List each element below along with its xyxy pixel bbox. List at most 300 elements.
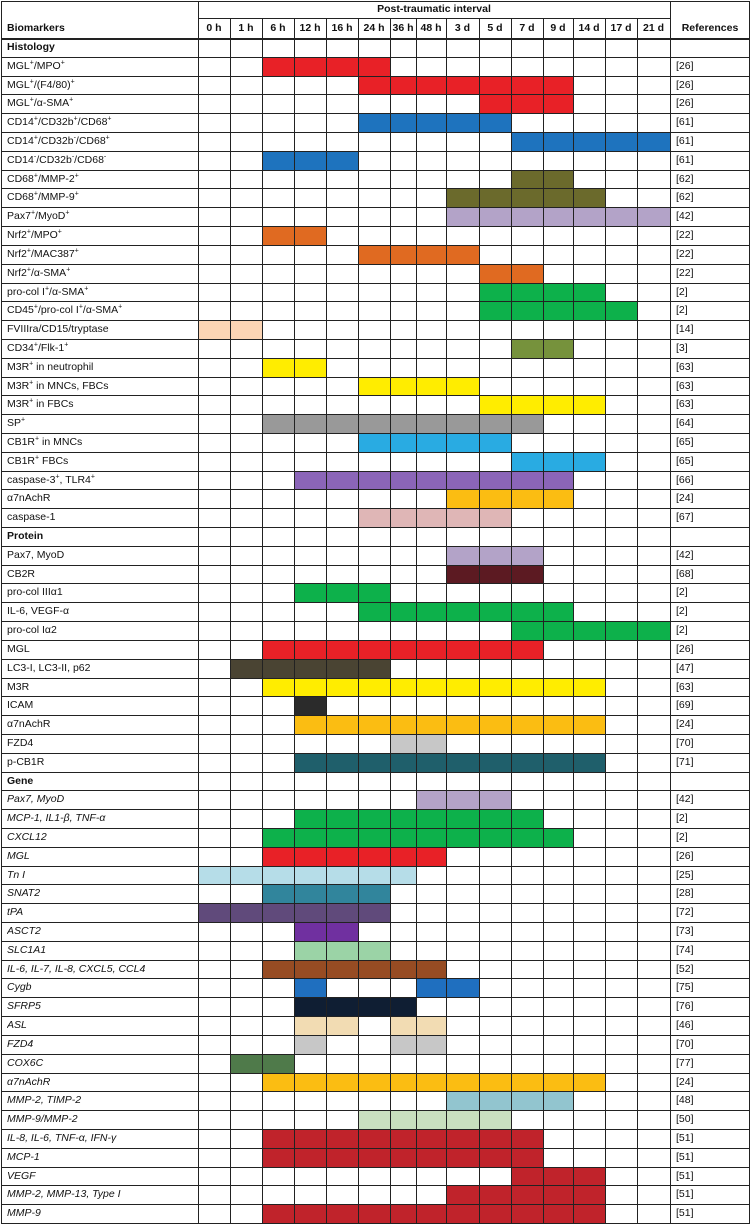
reference-citation: [61] [676, 153, 694, 166]
reference-citation: [26] [676, 78, 694, 91]
timeline-cell [198, 903, 230, 922]
timeline-cell [479, 1204, 511, 1223]
timeline-cell [390, 715, 416, 734]
timeline-cell [198, 320, 230, 339]
timeline-cell [511, 565, 543, 584]
timeline-cell [416, 377, 446, 396]
timeline-cell [390, 960, 416, 979]
biomarker-label: CXCL12 [7, 831, 47, 843]
timeline-cell [390, 847, 416, 866]
timeline-cell [262, 1073, 294, 1092]
biomarker-label: ICAM [7, 699, 34, 712]
time-column-divider [326, 18, 327, 1223]
section-title-protein: Protein [7, 530, 44, 543]
timeline-cell [573, 283, 605, 302]
timeline-cell [543, 207, 573, 226]
biomarker-label: α7nAchR [7, 718, 51, 731]
timeline-cell [543, 1185, 573, 1204]
time-point-header: 3 d [454, 22, 471, 34]
reference-citation: [2] [676, 586, 688, 599]
timeline-cell [479, 640, 511, 659]
section-title-histology: Histology [7, 41, 55, 53]
timeline-cell [479, 602, 511, 621]
timeline-cell [416, 1016, 446, 1035]
timeline-cell [446, 377, 479, 396]
reference-citation: [62] [676, 172, 694, 185]
timeline-cell [294, 1204, 326, 1223]
timeline-cell [416, 734, 446, 753]
timeline-cell [416, 809, 446, 828]
timeline-cell [416, 847, 446, 866]
biomarker-label: LC3-I, LC3-II, p62 [7, 661, 91, 674]
biomarker-label: COX6C [7, 1056, 44, 1069]
timeline-cell [326, 1148, 358, 1167]
timeline-cell [294, 884, 326, 903]
timeline-cell [390, 753, 416, 772]
timeline-cell [294, 583, 326, 602]
timeline-cell [294, 809, 326, 828]
reference-citation: [51] [676, 1131, 694, 1144]
biomarker-label: tPA [7, 906, 24, 919]
timeline-cell [262, 884, 294, 903]
timeline-cell [358, 377, 390, 396]
timeline-cell [479, 471, 511, 490]
timeline-cell [446, 1091, 479, 1110]
reference-citation: [42] [676, 793, 694, 806]
timeline-cell [573, 1185, 605, 1204]
timeline-cell [358, 433, 390, 452]
timeline-cell [358, 414, 390, 433]
time-column-divider [446, 18, 447, 1223]
reference-citation: [26] [676, 59, 694, 72]
timeline-cell [511, 1129, 543, 1148]
timeline-cell [416, 790, 446, 809]
biomarker-label: pro-col Iα2 [7, 624, 57, 637]
timeline-cell [326, 151, 358, 170]
biomarker-label: MGL+/MPO+ [7, 59, 65, 72]
table-top-border [1, 1, 750, 2]
timeline-cell [511, 1073, 543, 1092]
timeline-cell [511, 1204, 543, 1223]
timeline-cell [358, 678, 390, 697]
timeline-cell [326, 941, 358, 960]
timeline-cell [416, 978, 446, 997]
reference-citation: [51] [676, 1150, 694, 1163]
time-column-divider [637, 18, 638, 1223]
timeline-cell [446, 489, 479, 508]
time-column-divider [573, 18, 574, 1223]
timeline-cell [511, 395, 543, 414]
timeline-cell [358, 884, 390, 903]
biomarker-label: α7nAchR [7, 492, 51, 505]
biomarker-label: CD14-/CD32b-/CD68- [7, 153, 107, 166]
time-column-divider [294, 18, 295, 1223]
timeline-cell [294, 57, 326, 76]
timeline-cell [294, 1016, 326, 1035]
timeline-cell [446, 678, 479, 697]
biomarker-label: IL-6, VEGF-α [7, 605, 70, 618]
timeline-cell [358, 640, 390, 659]
timeline-cell [390, 113, 416, 132]
timeline-cell [511, 640, 543, 659]
biomarker-label: CD68+/MMP-9+ [7, 190, 79, 204]
timeline-cell [358, 866, 390, 885]
timeline-cell [390, 734, 416, 753]
timeline-cell [326, 809, 358, 828]
biomarker-label: MMP-9 [7, 1207, 41, 1220]
timeline-cell [326, 1016, 358, 1035]
timeline-cell [326, 922, 358, 941]
biomarker-label: pro-col IIIα1 [7, 586, 63, 599]
reference-citation: [63] [676, 680, 694, 693]
timeline-cell [230, 903, 262, 922]
timeline-cell [294, 414, 326, 433]
table-left-border [1, 1, 2, 1223]
timeline-cell [446, 471, 479, 490]
reference-citation: [66] [676, 473, 694, 486]
timeline-cell [605, 621, 637, 640]
reference-citation: [63] [676, 398, 694, 411]
biomarker-label: Tn I [7, 868, 26, 881]
timeline-cell [511, 339, 543, 358]
timeline-cell [479, 264, 511, 283]
timeline-cell [446, 640, 479, 659]
timeline-cell [543, 1204, 573, 1223]
biomarker-label: M3R+ in neutrophil [7, 360, 94, 373]
timeline-cell [262, 414, 294, 433]
biomarker-label: M3R+ in MNCs, FBCs [7, 379, 109, 392]
biomarker-column-border [198, 1, 199, 1223]
timeline-cell [416, 753, 446, 772]
time-column-divider [390, 18, 391, 1223]
reference-citation: [26] [676, 849, 694, 862]
biomarker-label: MMP-2, MMP-13, Type I [7, 1188, 121, 1201]
timeline-cell [511, 207, 543, 226]
reference-citation: [47] [676, 661, 694, 674]
timeline-cell [479, 508, 511, 527]
timeline-cell [543, 132, 573, 151]
reference-citation: [70] [676, 736, 694, 749]
timeline-cell [262, 960, 294, 979]
timeline-cell [416, 1148, 446, 1167]
timeline-cell [358, 715, 390, 734]
timeline-cell [326, 1073, 358, 1092]
timeline-cell [511, 1148, 543, 1167]
timeline-cell [479, 828, 511, 847]
timeline-cell [262, 358, 294, 377]
timeline-cell [446, 414, 479, 433]
timeline-cell [573, 621, 605, 640]
timeline-cell [326, 715, 358, 734]
timeline-cell [446, 809, 479, 828]
timeline-cell [358, 753, 390, 772]
time-point-header: 48 h [420, 22, 442, 34]
biomarker-label: Nrf2+/α-SMA+ [7, 266, 71, 279]
reference-citation: [22] [676, 229, 694, 242]
timeline-cell [262, 226, 294, 245]
timeline-cell [543, 828, 573, 847]
reference-citation: [64] [676, 417, 694, 430]
timeline-cell [511, 301, 543, 320]
biomarker-label: M3R+ in FBCs [7, 397, 74, 411]
time-point-header: 12 h [299, 22, 321, 34]
reference-citation: [50] [676, 1113, 694, 1126]
timeline-cell [326, 847, 358, 866]
timeline-cell [543, 621, 573, 640]
biomarker-label: SLC1A1 [7, 943, 47, 956]
time-column-divider [262, 18, 263, 1223]
timeline-cell [358, 903, 390, 922]
timeline-cell [294, 1129, 326, 1148]
timeline-cell [511, 132, 543, 151]
timeline-cell [511, 753, 543, 772]
time-point-header: 6 h [270, 22, 286, 34]
timeline-cell [390, 997, 416, 1016]
timeline-cell [230, 1054, 262, 1073]
timeline-cell [479, 546, 511, 565]
reference-citation: [73] [676, 925, 694, 938]
timeline-cell [358, 1129, 390, 1148]
timeline-cell [326, 678, 358, 697]
timeline-cell [543, 678, 573, 697]
timeline-cell [446, 602, 479, 621]
timeline-cell [230, 320, 262, 339]
timeline-cell [262, 1204, 294, 1223]
timeline-cell [605, 132, 637, 151]
timeline-cell [390, 809, 416, 828]
timeline-cell [294, 828, 326, 847]
timeline-cell [479, 113, 511, 132]
timeline-cell [446, 715, 479, 734]
time-point-header: 1 h [238, 22, 254, 34]
reference-citation: [2] [676, 285, 688, 298]
timeline-cell [479, 395, 511, 414]
timeline-cell [416, 76, 446, 95]
timeline-cell [543, 339, 573, 358]
timeline-cell [294, 941, 326, 960]
timeline-cell [446, 978, 479, 997]
timeline-cell [573, 452, 605, 471]
time-point-header: 5 d [487, 22, 503, 34]
timeline-cell [326, 57, 358, 76]
timeline-cell [416, 1204, 446, 1223]
biomarker-label: SP+ [7, 416, 26, 430]
timeline-cell [294, 678, 326, 697]
biomarker-label: CB1R+ in MNCs [7, 435, 83, 448]
reference-citation: [61] [676, 135, 694, 148]
timeline-cell [294, 358, 326, 377]
reference-citation: [51] [676, 1169, 694, 1182]
reference-citation: [69] [676, 699, 694, 712]
timeline-cell [543, 94, 573, 113]
reference-citation: [77] [676, 1056, 694, 1069]
timeline-cell [416, 678, 446, 697]
timeline-cell [511, 188, 543, 207]
timeline-cell [294, 978, 326, 997]
timeline-cell [543, 602, 573, 621]
reference-citation: [62] [676, 191, 694, 204]
biomarker-label: CD14+/CD32b-/CD68+ [7, 134, 110, 148]
timeline-cell [446, 1073, 479, 1092]
biomarker-label: MMP-2, TIMP-2 [7, 1094, 82, 1107]
timeline-cell [294, 659, 326, 678]
time-point-header: 16 h [331, 22, 353, 34]
timeline-cell [479, 76, 511, 95]
biomarker-label: SFRP5 [7, 1000, 41, 1013]
timeline-cell [479, 433, 511, 452]
timeline-cell [511, 452, 543, 471]
timeline-cell [358, 960, 390, 979]
biomarker-label: MGL [7, 642, 30, 655]
timeline-cell [479, 188, 511, 207]
biomarker-label: FZD4 [7, 1037, 34, 1050]
timeline-cell [294, 1035, 326, 1054]
timeline-cell [511, 471, 543, 490]
biomarker-label: Pax7, MyoD [7, 548, 65, 561]
reference-citation: [67] [676, 511, 694, 524]
timeline-cell [294, 960, 326, 979]
timeline-cell [262, 640, 294, 659]
biomarker-label: FVIIIra/CD15/tryptase [7, 323, 109, 336]
timeline-cell [294, 151, 326, 170]
time-column-divider [358, 18, 359, 1223]
timeline-cell [416, 433, 446, 452]
timeline-cell [390, 1148, 416, 1167]
reference-citation: [63] [676, 360, 694, 373]
reference-citation: [25] [676, 868, 694, 881]
timeline-cell [358, 809, 390, 828]
timeline-cell [543, 489, 573, 508]
timeline-cell [605, 301, 637, 320]
reference-citation: [42] [676, 548, 694, 561]
reference-citation: [52] [676, 962, 694, 975]
timeline-cell [294, 715, 326, 734]
timeline-cell [230, 659, 262, 678]
timeline-cell [230, 866, 262, 885]
timeline-cell [605, 207, 637, 226]
references-header: References [681, 22, 739, 34]
timeline-cell [479, 207, 511, 226]
timeline-cell [358, 828, 390, 847]
reference-citation: [42] [676, 210, 694, 223]
timeline-cell [446, 207, 479, 226]
timeline-cell [573, 1204, 605, 1223]
biomarker-label: caspase-3+, TLR4+ [7, 473, 95, 486]
timeline-cell [511, 414, 543, 433]
timeline-cell [358, 1204, 390, 1223]
timeline-cell [358, 508, 390, 527]
reference-citation: [2] [676, 605, 688, 618]
timeline-cell [479, 809, 511, 828]
biomarker-label: MCP-1, IL1-β, TNF-α [7, 812, 106, 825]
biomarker-label: p-CB1R [7, 755, 45, 768]
header-divider [198, 18, 670, 19]
timeline-cell [294, 471, 326, 490]
timeline-cell [511, 94, 543, 113]
timeline-cell [326, 414, 358, 433]
timeline-cell [262, 847, 294, 866]
timeline-cell [390, 640, 416, 659]
timeline-cell [511, 715, 543, 734]
biomarker-label: ASL [7, 1019, 27, 1032]
timeline-cell [416, 1129, 446, 1148]
timeline-cell [326, 884, 358, 903]
biomarker-label: pro-col I+/α-SMA+ [7, 285, 89, 298]
timeline-cell [573, 207, 605, 226]
reference-citation: [28] [676, 887, 694, 900]
timeline-cell [511, 76, 543, 95]
timeline-cell [390, 471, 416, 490]
timeline-cell [511, 678, 543, 697]
timeline-cell [358, 1110, 390, 1129]
reference-citation: [71] [676, 755, 694, 768]
timeline-cell [543, 170, 573, 189]
reference-citation: [68] [676, 567, 694, 580]
timeline-cell [479, 1110, 511, 1129]
timeline-cell [358, 57, 390, 76]
timeline-cell [446, 508, 479, 527]
timeline-cell [390, 828, 416, 847]
reference-citation: [76] [676, 1000, 694, 1013]
timeline-cell [479, 1129, 511, 1148]
timeline-cell [543, 301, 573, 320]
timeline-cell [294, 696, 326, 715]
timeline-cell [511, 621, 543, 640]
timeline-cell [358, 941, 390, 960]
timeline-cell [511, 602, 543, 621]
biomarker-label: Cygb [7, 981, 32, 994]
reference-citation: [2] [676, 304, 688, 317]
timeline-cell [294, 866, 326, 885]
timeline-cell [446, 76, 479, 95]
timeline-cell [358, 997, 390, 1016]
timeline-cell [326, 583, 358, 602]
reference-citation: [2] [676, 812, 688, 825]
post-traumatic-interval-title: Post-traumatic interval [377, 3, 491, 15]
timeline-cell [543, 753, 573, 772]
reference-citation: [65] [676, 454, 694, 467]
timeline-cell [358, 1073, 390, 1092]
timeline-cell [511, 1091, 543, 1110]
timeline-cell [479, 489, 511, 508]
biomarker-label: MGL+/(F4/80)+ [7, 78, 75, 91]
timeline-cell [262, 903, 294, 922]
time-column-divider [479, 18, 480, 1223]
timeline-cell [446, 753, 479, 772]
timeline-cell [390, 1016, 416, 1035]
time-point-header: 36 h [392, 22, 414, 34]
timeline-cell [390, 433, 416, 452]
timeline-cell [446, 1185, 479, 1204]
reference-citation: [74] [676, 943, 694, 956]
timeline-cell [637, 207, 670, 226]
timeline-cell [543, 76, 573, 95]
biomarker-label: MCP-1 [7, 1150, 40, 1163]
biomarker-label: MGL [7, 849, 30, 862]
timeline-cell [294, 847, 326, 866]
timeline-cell [390, 678, 416, 697]
timeline-cell [543, 1073, 573, 1092]
timeline-cell [262, 1129, 294, 1148]
timeline-cell [390, 866, 416, 885]
timeline-cell [262, 57, 294, 76]
timeline-cell [262, 1054, 294, 1073]
timeline-cell [479, 565, 511, 584]
timeline-cell [479, 790, 511, 809]
timeline-cell [511, 264, 543, 283]
timeline-cell [390, 508, 416, 527]
section-title-gene: Gene [7, 774, 34, 787]
